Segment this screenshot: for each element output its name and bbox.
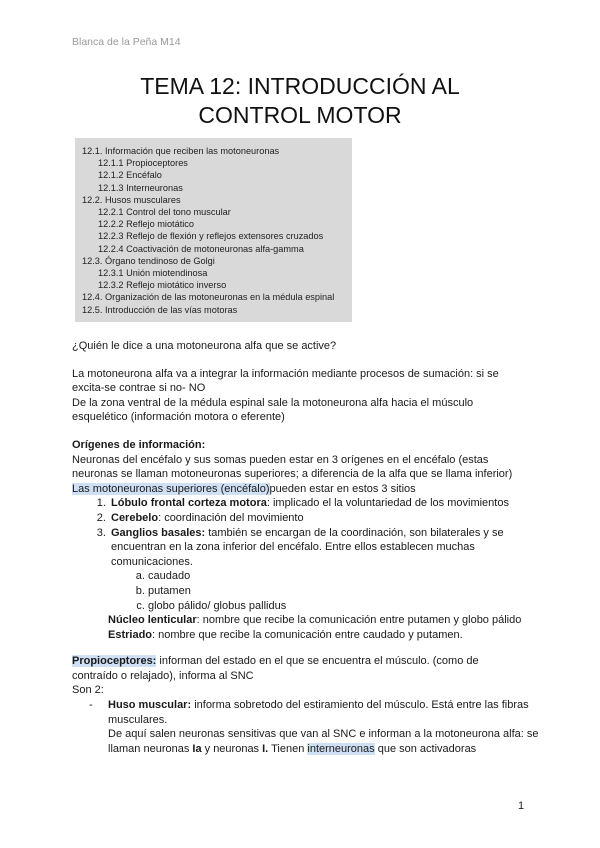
highlighted-text: Las motoneuronas superiores (encéfalo) bbox=[72, 482, 270, 495]
paragraph-line: esquelético (información motora o eferente) bbox=[72, 411, 285, 424]
toc-entry: 12.1.3 Interneuronas bbox=[98, 182, 183, 193]
list-item: - Huso muscular: informa sobretodo del estiramiento del músculo. Está entre las fibras musculares. De aquí salen neuronas sensitivas que van al SNC e informan a la motoneurona alfa: se llaman neuronas Ia y neuronas I. Tienen interneuronas que son activadoras bbox=[89, 699, 539, 755]
author-header: Blanca de la Peña M14 bbox=[72, 36, 181, 48]
toc-entry: 12.3.2 Reflejo miotático inverso bbox=[98, 280, 227, 291]
origins-list bbox=[72, 496, 542, 613]
toc-entry: 12.2.4 Coactivación de motoneuronas alfa-gamma bbox=[98, 243, 304, 254]
document-body bbox=[72, 339, 542, 756]
paragraph-line: La motoneurona alfa va a integrar la información mediante procesos de sumación: si se bbox=[72, 367, 499, 380]
list-item: 3. Ganglios basales: también se encargan de la coordinación, son bilaterales y se encuentran en la zona inferior del encéfalo. Entre ellos establecen muchas comunicaciones. a. caudado b. putamen c. globo pálido/ globus pallidus bbox=[109, 526, 542, 614]
question-line: ¿Quién le dice a una motoneurona alfa que se active? bbox=[72, 340, 337, 352]
paragraph-line: Neuronas del encéfalo y sus somas pueden estar en 3 orígenes en el encéfalo (estas bbox=[72, 453, 489, 466]
dash-bullet: - bbox=[89, 699, 93, 712]
toc-entry: 12.4. Organización de las motoneuronas en la médula espinal bbox=[82, 292, 335, 303]
toc-entry: 12.1.1 Propioceptores bbox=[98, 158, 188, 169]
list-item: 1. Lóbulo frontal corteza motora: implicado el la voluntariedad de los movimientos bbox=[109, 496, 542, 511]
paragraph-line: Son 2: bbox=[72, 684, 104, 697]
toc-entry: 12.1.2 Encéfalo bbox=[98, 170, 162, 181]
page-title bbox=[0, 72, 600, 130]
toc-entry: 12.5. Introducción de las vías motoras bbox=[82, 304, 238, 315]
list-item: 2. Cerebelo: coordinación del movimiento bbox=[109, 511, 542, 526]
paragraph-line: contraído o relajado), informa al SNC bbox=[72, 669, 254, 682]
highlighted-term: Propioceptores: bbox=[72, 655, 157, 668]
title-line-1: TEMA 12: INTRODUCCIÓN AL bbox=[140, 73, 460, 99]
proprioceptor-list bbox=[72, 698, 542, 756]
list-item: c. globo pálido/ globus pallidus bbox=[148, 599, 542, 614]
page-number: 1 bbox=[518, 800, 525, 812]
table-of-contents bbox=[75, 138, 352, 322]
toc-entry: 12.2.2 Reflejo miotático bbox=[98, 219, 195, 230]
title-line-2: CONTROL MOTOR bbox=[198, 102, 402, 128]
paragraph-line: Estriado: nombre que recibe la comunicación entre caudado y putamen. bbox=[108, 628, 463, 641]
paragraph-line: Propioceptores: informan del estado en el que se encuentra el músculo. (como de bbox=[72, 655, 479, 668]
paragraph-line: Núcleo lenticular: nombre que recibe la comunicación entre putamen y globo pálido bbox=[108, 614, 522, 627]
toc-entry: 12.2.3 Reflejo de flexión y reflejos extensores cruzados bbox=[98, 231, 324, 242]
basal-ganglia-sublist bbox=[111, 569, 542, 613]
toc-entry: 12.3. Órgano tendinoso de Golgi bbox=[82, 255, 215, 266]
toc-entry: 12.2. Husos musculares bbox=[82, 194, 181, 205]
section-heading-origins: Orígenes de información: bbox=[72, 438, 206, 451]
paragraph-line: Las motoneuronas superiores (encéfalo)pueden estar en estos 3 sitios bbox=[72, 482, 416, 495]
list-item: b. putamen bbox=[148, 584, 542, 599]
toc-entry: 12.1. Información que reciben las motoneuronas bbox=[82, 146, 280, 156]
paragraph-line: neuronas se llaman motoneuronas superiores; a diferencia de la alfa que se llama inferior) bbox=[72, 468, 513, 481]
list-item: a. caudado bbox=[148, 569, 542, 584]
paragraph-line: De la zona ventral de la médula espinal sale la motoneurona alfa hacia el músculo bbox=[72, 396, 474, 409]
toc-entry: 12.2.1 Control del tono muscular bbox=[98, 207, 231, 218]
paragraph-line: excita-se contrae si no- NO bbox=[72, 382, 206, 395]
highlighted-text: interneuronas bbox=[307, 742, 375, 755]
toc-entry: 12.3.1 Unión miotendinosa bbox=[98, 268, 208, 279]
